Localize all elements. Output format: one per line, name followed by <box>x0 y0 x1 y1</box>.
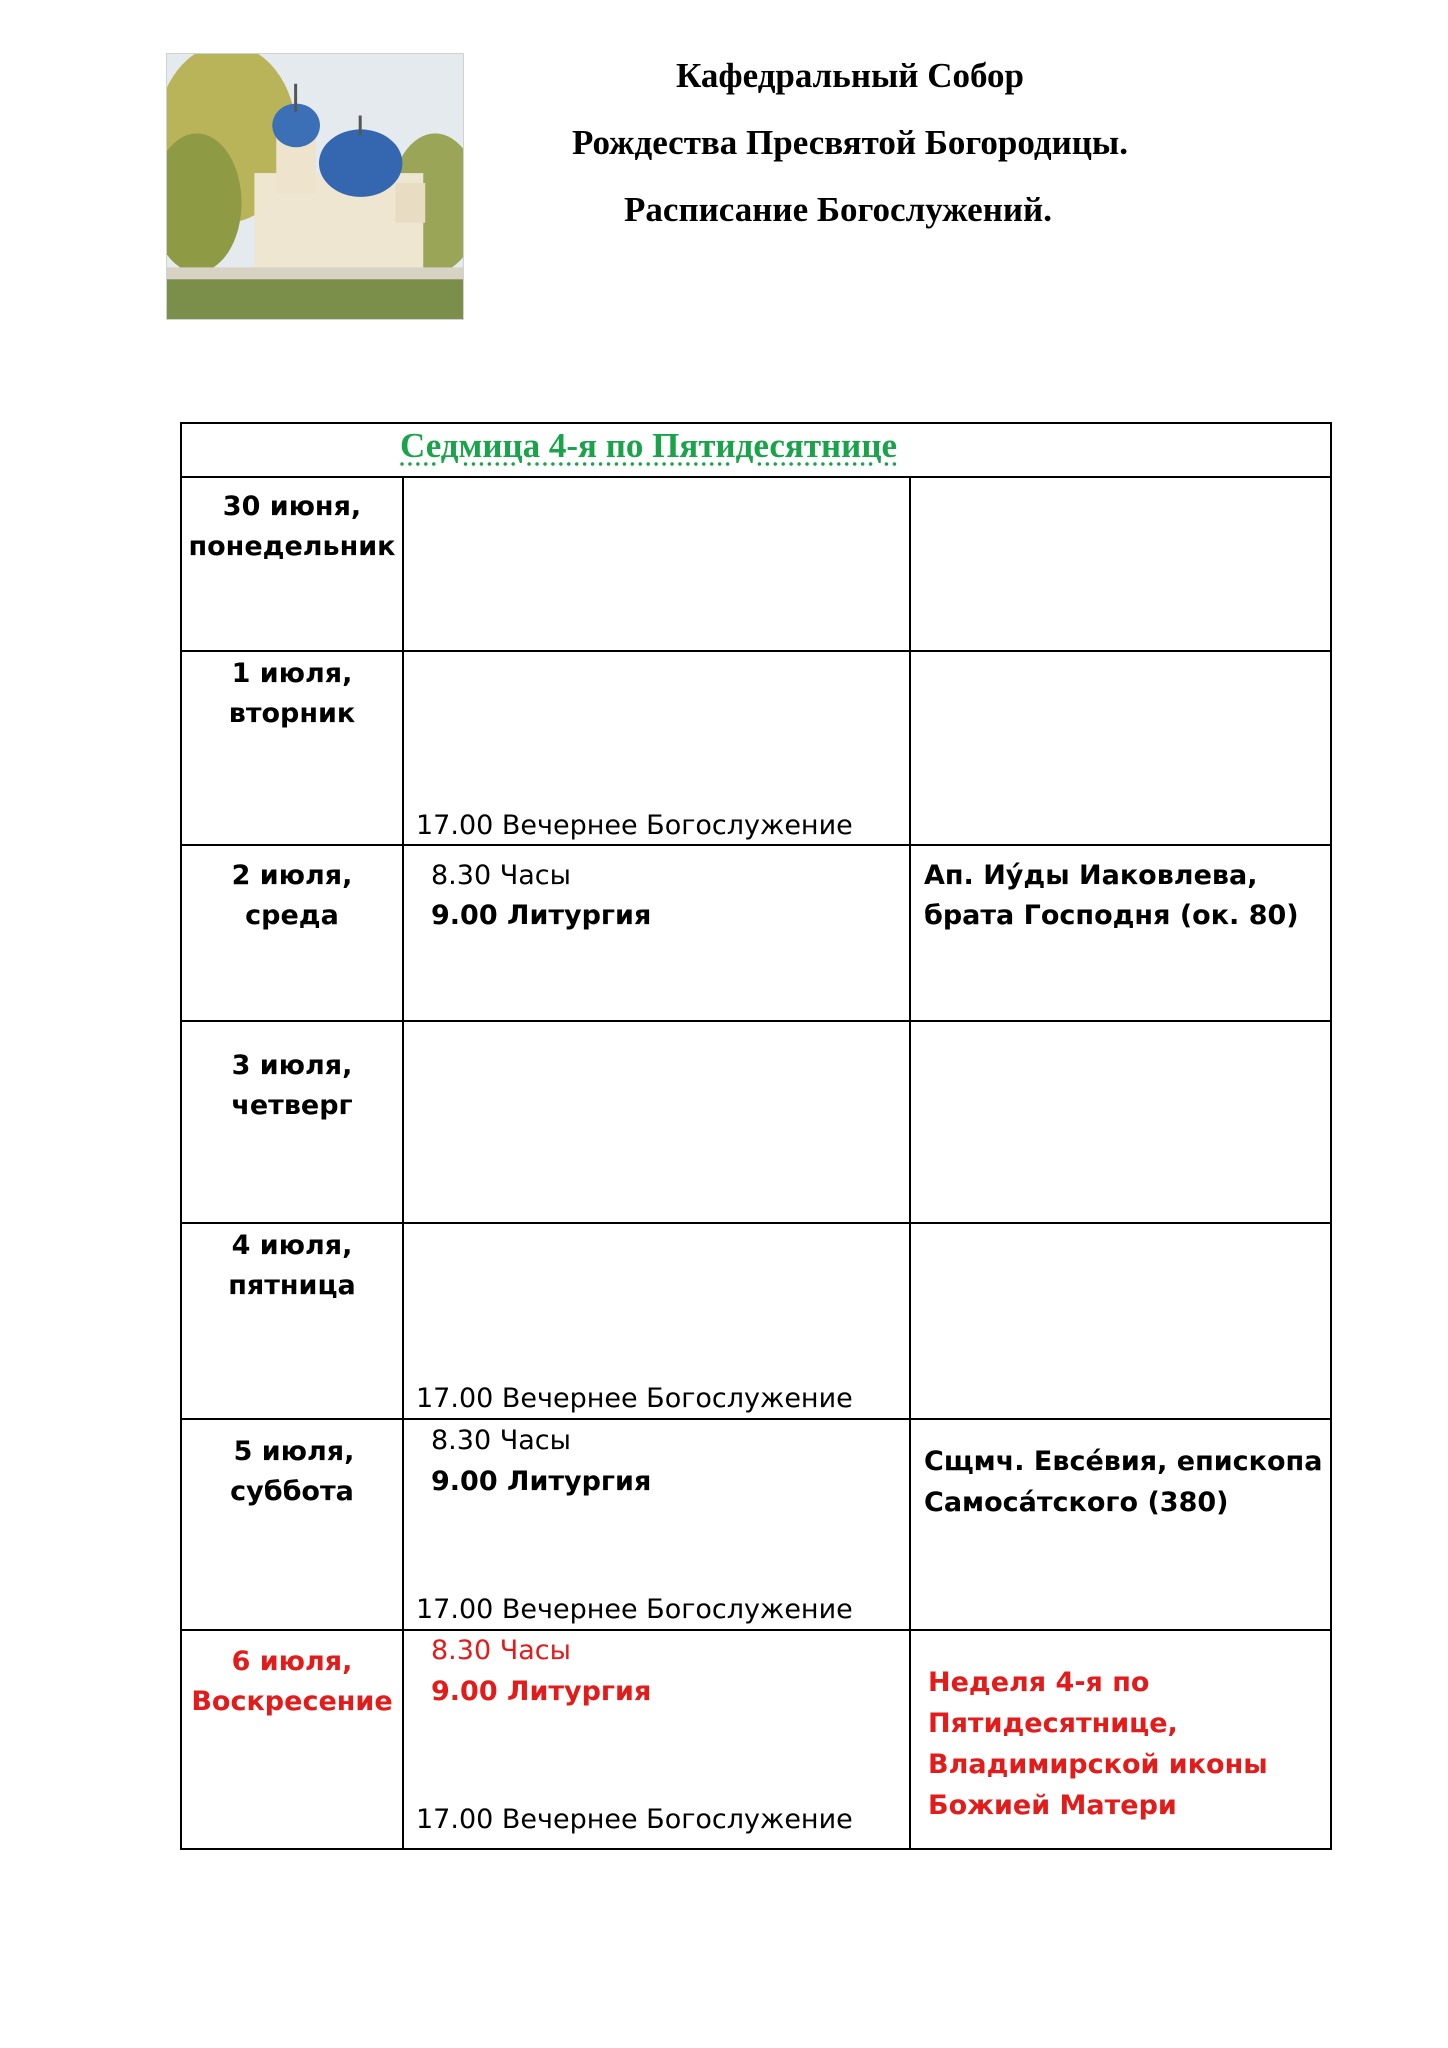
schedule-title: Расписание Богослужений. <box>624 190 1052 229</box>
evening-service: 17.00 Вечернее Богослужение <box>416 1383 853 1414</box>
hours-service: 8.30 Часы <box>431 1425 571 1456</box>
cathedral-name: Кафедральный Собор <box>675 56 1025 95</box>
saint-commemoration: Ап. Иу́ды Иаковлева, <box>924 860 1258 891</box>
evening-service: 17.00 Вечернее Богослужение <box>416 1804 853 1835</box>
day-date: 1 июля, <box>231 658 353 689</box>
day-date: 3 июля, <box>231 1050 353 1081</box>
day-weekday: суббота <box>230 1476 354 1507</box>
day-weekday: вторник <box>228 698 356 729</box>
day-weekday: четверг <box>231 1090 353 1121</box>
day-weekday: понедельник <box>188 531 396 562</box>
evening-service: 17.00 Вечернее Богослужение <box>416 1594 853 1625</box>
day-date: 5 июля, <box>233 1436 355 1467</box>
day-weekday: среда <box>245 900 339 931</box>
saint-commemoration: брата Господня (ок. 80) <box>924 900 1299 931</box>
saint-commemoration: Сщмч. Евсе́вия, епископа <box>924 1446 1323 1477</box>
hours-service: 8.30 Часы <box>431 860 571 891</box>
cathedral-photo <box>166 53 464 320</box>
hours-service: 8.30 Часы <box>431 1635 571 1666</box>
day-date: 6 июля, <box>231 1646 353 1677</box>
liturgy-service: 9.00 Литургия <box>431 900 652 931</box>
feast-commemoration: Пятидесятнице, <box>928 1708 1178 1739</box>
day-date: 30 июня, <box>222 491 362 522</box>
feast-commemoration: Божией Матери <box>928 1790 1177 1821</box>
saint-commemoration: Самоса́тского (380) <box>924 1487 1229 1518</box>
feast-commemoration: Владимирской иконы <box>928 1749 1268 1780</box>
cathedral-dedication: Рождества Пресвятой Богородицы. <box>571 123 1128 162</box>
liturgy-service: 9.00 Литургия <box>431 1676 652 1707</box>
day-date: 4 июля, <box>231 1230 353 1261</box>
feast-commemoration: Неделя 4-я по <box>928 1667 1150 1698</box>
evening-service: 17.00 Вечернее Богослужение <box>416 810 853 841</box>
liturgy-service: 9.00 Литургия <box>431 1466 652 1497</box>
day-weekday: пятница <box>228 1270 356 1301</box>
week-title: Седмица 4-я по Пятидесятнице <box>400 426 898 465</box>
day-date: 2 июля, <box>231 860 353 891</box>
day-weekday: Воскресение <box>191 1686 393 1717</box>
